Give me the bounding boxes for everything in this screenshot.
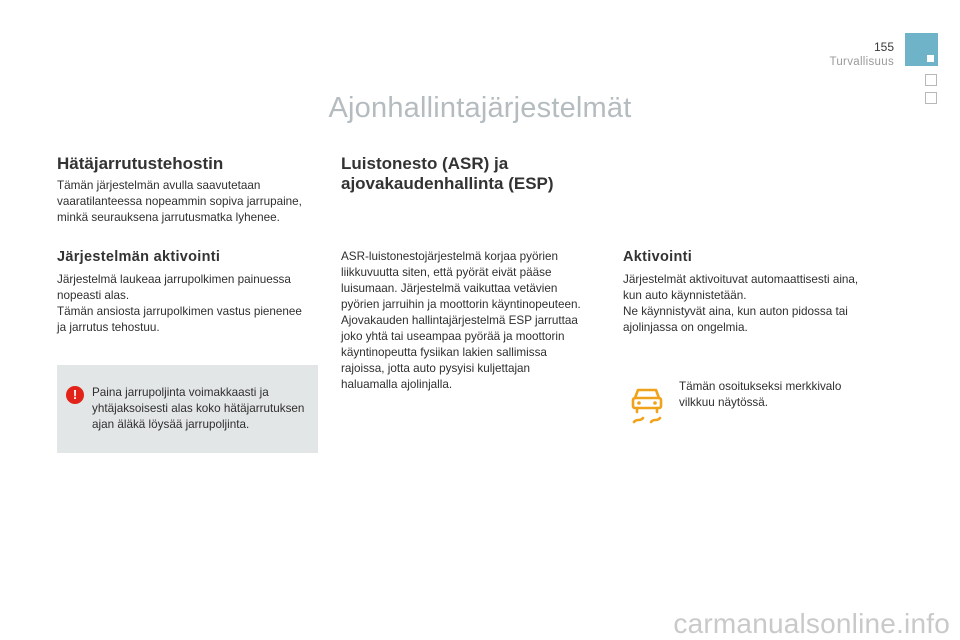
page-title: Ajonhallintajärjestelmät	[328, 92, 632, 124]
text-line: Järjestelmät aktivoituvat automaattisesti aina,	[623, 273, 859, 286]
brake-assist-heading: Hätäjarrutustehostin	[57, 154, 224, 173]
text-line: ajan äläkä löysää jarrupoljinta.	[92, 418, 250, 431]
section-name: Turvallisuus	[829, 56, 894, 68]
section-tab[interactable]	[925, 74, 937, 86]
text-line: Tämän ansiosta jarrupolkimen vastus pienenee	[57, 305, 302, 318]
esp-skid-icon	[629, 384, 665, 424]
text-line: rajoissa, jotta auto pysyisi kuljettajan	[341, 362, 531, 375]
asr-esp-body	[341, 249, 581, 393]
text-line: minkä seurauksena jarrutusmatka lyhenee.	[57, 211, 280, 224]
text-line: ja jarrutus tehostuu.	[57, 321, 160, 334]
warning-icon: !	[66, 386, 84, 404]
text-line: Ne käynnistyvät aina, kun auton pidossa tai	[623, 305, 848, 318]
text-line: Tämän osoitukseksi merkkivalo	[679, 380, 842, 393]
text-line: käyntinopeutta fysiikan lakien sallimissa	[341, 346, 547, 359]
tab-marker	[927, 55, 934, 62]
text-line: nopeasti alas.	[57, 289, 130, 302]
section-tab-active[interactable]	[905, 33, 938, 66]
aktivointi-body	[623, 272, 858, 336]
text-line: kun auto käynnistetään.	[623, 289, 747, 302]
lamp-note-text	[679, 379, 841, 411]
warning-note-text	[92, 385, 304, 433]
text-line: vaaratilanteessa nopeammin sopiva jarrupaine,	[57, 195, 302, 208]
activation-subheading: Järjestelmän aktivointi	[57, 249, 221, 265]
text-line: Ajovakauden hallintajärjestelmä ESP jarruttaa	[341, 314, 578, 327]
page-number: 155	[873, 40, 894, 54]
text-line: ASR-luistonestojärjestelmä korjaa pyörien	[341, 250, 558, 263]
text-line: Paina jarrupoljinta voimakkaasti ja	[92, 386, 269, 399]
text-line: yhtäjaksoisesti alas koko hätäjarrutuksen	[92, 402, 305, 415]
text-line: joko yhtä tai useampaa pyörää ja moottorin	[341, 330, 565, 343]
text-line: Tämän järjestelmän avulla saavutetaan	[57, 179, 261, 192]
asr-esp-heading	[341, 154, 554, 194]
text-line: Järjestelmä laukeaa jarrupolkimen painuessa	[57, 273, 291, 286]
text-line: vilkkuu näytössä.	[679, 396, 768, 409]
brake-assist-intro	[57, 178, 302, 226]
heading-line: Luistonesto (ASR) ja	[341, 154, 509, 173]
text-line: ajolinjassa on ongelmia.	[623, 321, 748, 334]
activation-body	[57, 272, 302, 336]
text-line: haluamalla ajolinjalla.	[341, 378, 453, 391]
text-line: liikkuvuutta siten, että pyörät eivät pääse	[341, 266, 552, 279]
aktivointi-heading: Aktivointi	[623, 249, 693, 265]
watermark: carmanualsonline.info	[673, 608, 950, 639]
text-line: pyörien jarruihin ja moottorin käyntinopeuteen.	[341, 298, 581, 311]
text-line: luisumaan. Järjestelmä vaikuttaa vetävien	[341, 282, 558, 295]
heading-line: ajovakaudenhallinta (ESP)	[341, 174, 554, 193]
